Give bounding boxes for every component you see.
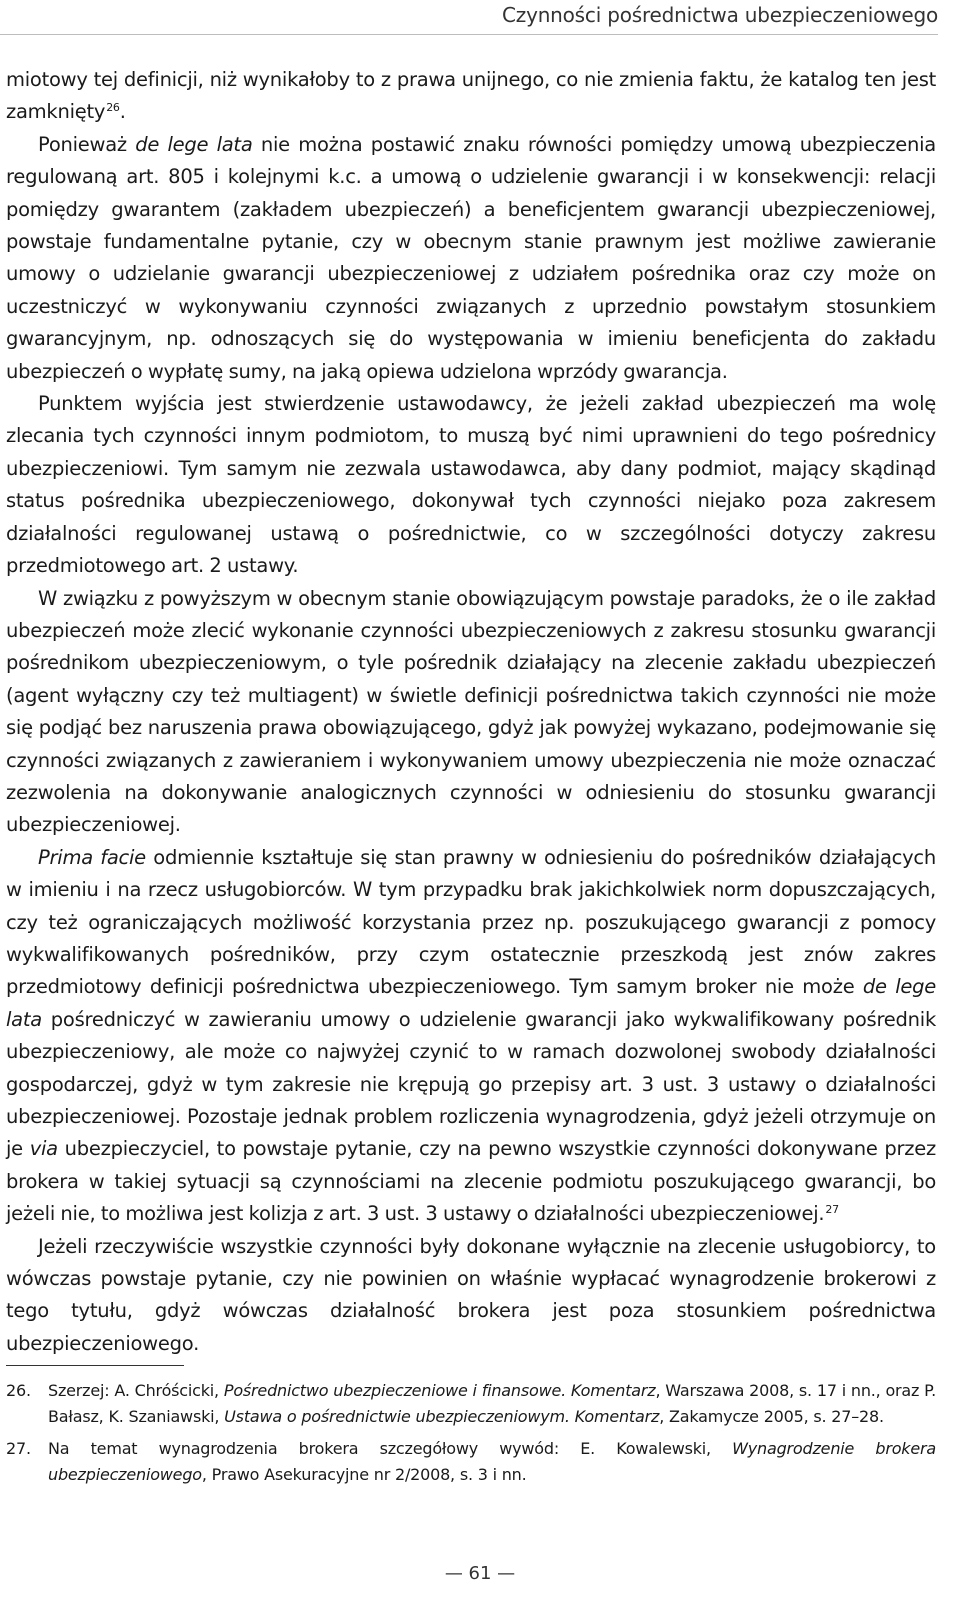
footnote-number: 27. [6, 1439, 31, 1458]
footnote-number: 26. [6, 1381, 31, 1400]
paragraph-3: Punktem wyjścia jest stwierdzenie ustawodawcy, że jeżeli zakład ubezpieczeń ma wolę zlecania tych czynności innym podmiotom, to muszą być nimi uprawnieni do tego pośrednicy ubezpieczeniowi. Tym samym nie zezwala ustawodawca, aby dany podmiot, mający skądinąd status pośrednika ubezpieczeniowego, dokonywał tych czynności niejako poza zakresem działalności regulowanej ustawą o pośrednictwie, co w szczególności dotyczy zakresu przedmiotowego art. 2 ustawy. [6, 392, 936, 578]
paragraph-1: miotowy tej definicji, niż wynikałoby to z prawa unijnego, co nie zmienia faktu, że katalog ten jest zamknięty$^{26}$. [6, 68, 936, 124]
footnote-text: Na temat wynagrodzenia brokera szczegółowy wywód: E. Kowalewski, Wynagrodzenie brokera ubezpieczeniowego, Prawo Asekuracyjne nr 2/2008, s. 3 i nn. [48, 1439, 936, 1484]
footnote-ref-26: 26 [106, 100, 120, 114]
footnote-27 [6, 1436, 936, 1488]
paragraph-6: Jeżeli rzeczywiście wszystkie czynności były dokonane wyłącznie na zlecenie usługobiorcy, to wówczas powstaje pytanie, czy nie powinien on właśnie wypłacać wynagrodzenie brokerowi z tego tytułu, gdyż wówczas działalność brokera jest poza stosunkiem pośrednictwa ubezpieczeniowego. [6, 1234, 936, 1355]
footnote-26 [6, 1378, 936, 1430]
page-number: — 61 — [444, 1563, 516, 1584]
paragraph-4: W związku z powyższym w obecnym stanie obowiązującym powstaje paradoks, że o ile zakład ubezpieczeń może zlecić wykonanie czynności ubezpieczeniowych z zakresu stosunku gwarancji pośrednikom ubezpieczeniowym, o tyle pośrednik działający na zlecenie zakładu ubezpieczeń (agent wyłączny czy też multiagent) w świetle definicji pośrednictwa takich czynności nie może się podjąć bez naruszenia prawa obowiązującego, gdyż jak powyżej wykazano, podejmowanie się czynności związanych z zawieraniem i wykonywaniem umowy ubezpieczenia nie może oznaczać zezwolenia na dokonywanie analogicznych czynności w odniesieniu do stosunku gwarancji ubezpieczeniowej. [6, 586, 936, 837]
paragraph-5: Prima facie odmiennie kształtuje się stan prawny w odniesieniu do pośredników działających w imieniu i na rzecz usługobiorców. W tym przypadku brak jakichkolwiek norm dopuszczających, czy też ograniczających możliwość korzystania przez np. poszukującego gwarancji z pomocy wykwalifikowanych pośredników, przy czym ostatecznie przeszkodą jest znów zakres przedmiotowy definicji pośrednictwa ubezpieczeniowego. Tym samym broker nie może de lege lata pośredniczyć w zawieraniu umowy o udzielenie gwarancji jako wykwalifikowany pośrednik ubezpieczeniowy, ale może co najwyżej czynić to w ramach dozwolonej swobody działalności gospodarczej, gdyż w tym zakresie nie krępują go przepisy art. 3 ust. 3 ustawy o działalności ubezpieczeniowej. Pozostaje jednak problem rozliczenia wynagrodzenia, gdyż jeżeli otrzymuje on je via ubezpieczyciel, to powstaje pytanie, czy na pewno wszystkie czynności dokonywane przez brokera w takiej sytuacji są czynnościami na zlecenie podmiotu poszukującego gwarancji, bo jeżeli nie, to możliwa jest kolizja z art. 3 ust. 3 ustawy o działalności ubezpieczeniowej.$^{27}$ [6, 845, 936, 1226]
running-header [0, 0, 938, 35]
running-title: Czynności pośrednictwa ubezpieczeniowego [502, 3, 938, 27]
footnote-ref-27: 27 [825, 1202, 839, 1216]
footnotes [6, 1378, 936, 1494]
paragraph-2: Ponieważ de lege lata nie można postawić znaku równości pomiędzy umową ubezpieczenia regulowaną art. 805 i kolejnymi k.c. a umową o udzielenie gwarancji i w konsekwencji: relacji pomiędzy gwarantem (zakładem ubezpieczeń) a beneficjentem gwarancji ubezpieczeniowej, powstaje fundamentalne pytanie, czy w obecnym stanie prawnym jest możliwe zawieranie umowy o udzielanie gwarancji ubezpieczeniowej z udziałem pośrednika oraz czy może on uczestniczyć w wykonywaniu czynności związanych z uprzednio powstałym stosunkiem gwarancyjnym, np. odnoszących się do występowania w imieniu beneficjenta do zakładu ubezpieczeń o wypłatę sumy, na jaką opiewa udzielona wprzódy gwarancja. [6, 132, 936, 383]
footnote-text: Szerzej: A. Chróścicki, Pośrednictwo ubezpieczeniowe i finansowe. Komentarz, Warszawa 2008, s. 17 i nn., oraz P. Bałasz, K. Szaniawski, Ustawa o pośrednictwie ubezpieczeniowym. Komentarz, Zakamycze 2005, s. 27–28. [48, 1381, 936, 1426]
footnote-divider [6, 1365, 184, 1366]
main-text [6, 64, 936, 1360]
